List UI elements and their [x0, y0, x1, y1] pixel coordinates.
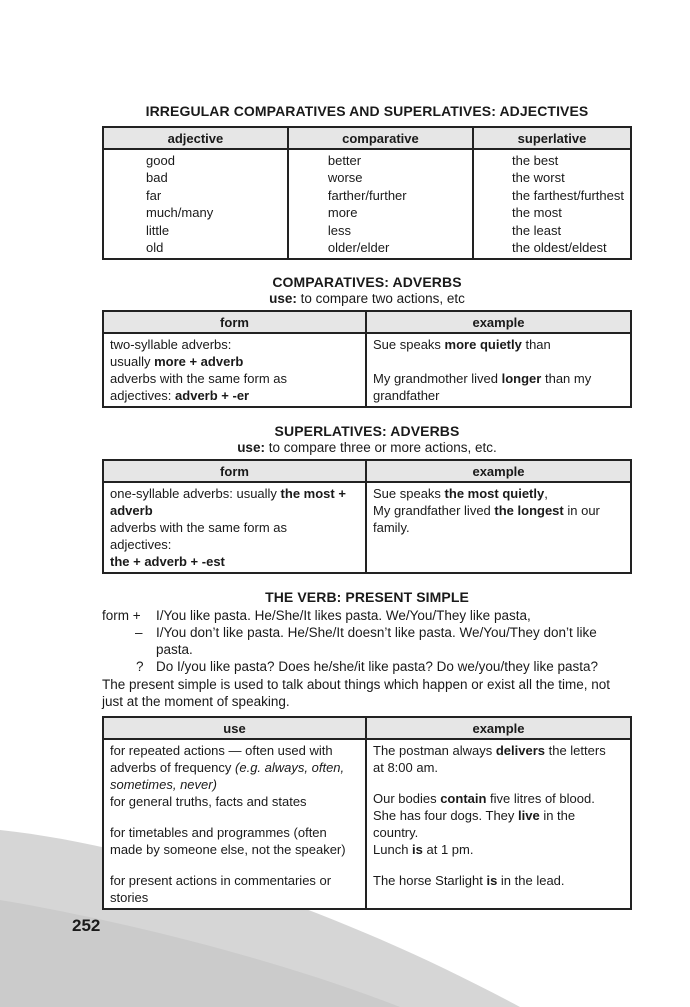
form-line: adverb	[110, 503, 153, 518]
use-text: to compare three or more actions, etc.	[264, 440, 497, 455]
comparative-item: more	[327, 205, 358, 221]
use-line: sometimes, never)	[110, 777, 217, 792]
question-sign: ?	[136, 659, 144, 674]
form-line: one-syllable adverbs: usually the most +	[110, 486, 346, 501]
superlative-item: the oldest/eldest	[511, 239, 607, 255]
use-line: made by someone else, not the speaker)	[110, 842, 346, 857]
example-header: example	[366, 460, 631, 482]
form-cell	[103, 333, 366, 407]
comparative-item: better	[327, 153, 362, 168]
irregular-adjectives-table	[102, 126, 632, 260]
use-line: for timetables and programmes (often	[110, 825, 327, 840]
adjective-item: good	[146, 153, 175, 168]
form-line: adverbs with the same form as	[110, 371, 288, 386]
superlative-item: the best	[511, 153, 559, 168]
form-line: usually more + adverb	[110, 354, 244, 369]
example-line: Lunch is at 1 pm.	[373, 842, 474, 857]
affirmative-form: I/You like pasta. He/She/It likes pasta. We/You/They like pasta,	[156, 608, 531, 623]
form-line: the + adverb + -est	[110, 554, 225, 569]
adjective-item: much/many	[146, 205, 214, 221]
adjective-item: bad	[146, 170, 168, 186]
use-line: stories	[110, 890, 149, 905]
negative-sign: –	[135, 625, 143, 640]
question-form: Do I/you like pasta? Does he/she/it like pasta? Do we/you/they like pasta?	[156, 659, 598, 674]
comparative-column	[288, 149, 473, 259]
form-line: adjectives:	[110, 537, 172, 552]
comparative-item: less	[327, 222, 351, 238]
form-line: two-syllable adverbs:	[110, 337, 232, 352]
adjective-item: old	[146, 239, 164, 255]
form-cell	[103, 482, 366, 573]
use-line: for repeated actions — often used with	[110, 743, 333, 758]
superlative-item: the least	[511, 222, 562, 238]
irregular-adjectives-heading: IRREGULAR COMPARATIVES AND SUPERLATIVES: ADJECTIVES	[145, 103, 589, 119]
example-line: The horse Starlight is in the lead.	[373, 873, 565, 888]
example-line: She has four dogs. They live in the	[373, 808, 576, 823]
present-simple-description: The present simple is used to talk about things which happen or exist all the time, not	[102, 677, 611, 692]
form-label: form +	[102, 608, 141, 623]
present-simple-description-cont: just at the moment of speaking.	[102, 694, 290, 709]
superlative-adverbs-heading: SUPERLATIVES: ADVERBS	[274, 423, 460, 439]
use-header: use	[103, 717, 366, 739]
example-line: family.	[373, 520, 410, 535]
comparative-item: older/elder	[327, 239, 390, 255]
example-line: Our bodies contain five litres of blood.	[373, 791, 595, 806]
example-cell	[366, 482, 631, 573]
use-line: for general truths, facts and states	[110, 794, 307, 809]
comparative-item: farther/further	[327, 187, 407, 203]
example-line: My grandfather lived the longest in our	[373, 503, 600, 518]
superlative-adverbs-use	[102, 440, 632, 455]
example-header: example	[366, 311, 631, 333]
superlative-column	[473, 149, 631, 259]
page-number: 252	[72, 916, 101, 935]
comparative-item: worse	[327, 170, 363, 186]
adjective-item: little	[146, 222, 170, 238]
present-simple-heading: THE VERB: PRESENT SIMPLE	[265, 589, 469, 605]
adjective-item: far	[146, 187, 162, 203]
form-header: form	[103, 460, 366, 482]
superlative-adverbs-table	[102, 459, 632, 574]
present-simple-table	[102, 716, 632, 910]
example-line: My grandmother lived longer than my	[373, 371, 592, 386]
comparative-adverbs-table	[102, 310, 632, 408]
example-line: grandfather	[373, 388, 440, 403]
example-line: Sue speaks more quietly than	[373, 337, 551, 352]
superlative-item: the most	[511, 205, 562, 221]
use-line: adverbs of frequency (e.g. always, often,	[110, 760, 345, 775]
form-line: adverbs with the same form as	[110, 520, 288, 535]
example-line: country.	[373, 825, 419, 840]
superlative-item: the worst	[511, 170, 565, 186]
superlative-header: superlative	[473, 127, 631, 149]
form-line: adjectives: adverb + -er	[110, 388, 250, 403]
example-header: example	[366, 717, 631, 739]
negative-form-cont: pasta.	[156, 642, 193, 657]
comparative-adverbs-heading: COMPARATIVES: ADVERBS	[272, 274, 462, 290]
use-label: use:	[269, 291, 297, 306]
comparative-adverbs-use	[102, 291, 632, 306]
example-line: Sue speaks the most quietly,	[373, 486, 548, 501]
example-line: at 8:00 am.	[373, 760, 439, 775]
use-label: use:	[237, 440, 265, 455]
example-cell	[366, 739, 631, 909]
superlative-item: the farthest/furthest	[511, 187, 624, 203]
form-header: form	[103, 311, 366, 333]
negative-form: I/You don’t like pasta. He/She/It doesn’t like pasta. We/You/They don’t like	[156, 625, 597, 640]
example-cell	[366, 333, 631, 407]
use-text: to compare two actions, etc	[296, 291, 465, 306]
comparative-header: comparative	[288, 127, 473, 149]
example-line: The postman always delivers the letters	[373, 743, 606, 758]
use-line: for present actions in commentaries or	[110, 873, 332, 888]
adjective-column	[103, 149, 288, 259]
use-cell	[103, 739, 366, 909]
adjective-header: adjective	[103, 127, 288, 149]
